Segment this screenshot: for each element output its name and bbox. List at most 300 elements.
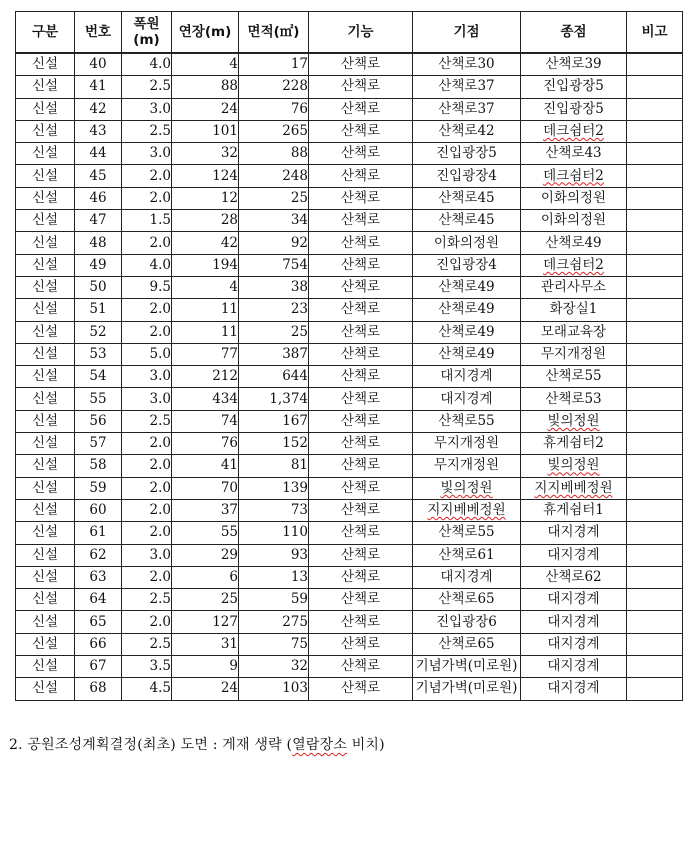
cell-number bbox=[75, 187, 122, 209]
cell-text: 관리사무소 bbox=[540, 279, 607, 296]
footnote-underlined: 열람장소 bbox=[292, 737, 348, 753]
cell-text: 68 bbox=[89, 680, 107, 697]
cell-area bbox=[239, 210, 309, 232]
cell-length bbox=[172, 232, 239, 254]
cell-remarks bbox=[627, 76, 683, 98]
cell-length bbox=[172, 143, 239, 165]
header-end: 종점 bbox=[521, 12, 627, 54]
cell-text: 42 bbox=[89, 100, 107, 117]
cell-length bbox=[172, 388, 239, 410]
table-row bbox=[16, 656, 683, 678]
cell-category bbox=[16, 455, 75, 477]
cell-number bbox=[75, 366, 122, 388]
cell-text: 77 bbox=[220, 346, 238, 362]
cell-text: 대지경계 bbox=[547, 680, 600, 697]
cell-category bbox=[16, 299, 75, 321]
cell-text: 신설 bbox=[31, 78, 59, 95]
cell-text: 4.0 bbox=[149, 256, 171, 273]
cell-width bbox=[122, 455, 172, 477]
cell-remarks bbox=[627, 232, 683, 254]
table-row bbox=[16, 633, 683, 655]
cell-text: 4 bbox=[229, 279, 238, 296]
cell-start bbox=[413, 366, 521, 388]
cell-area bbox=[239, 477, 309, 499]
cell-text: 산책로 bbox=[340, 78, 381, 95]
cell-text: 59 bbox=[89, 479, 107, 496]
cell-text: 75 bbox=[290, 635, 308, 652]
cell-text: 29 bbox=[220, 546, 238, 563]
cell-number bbox=[75, 276, 122, 298]
cell-text: 지지베베정원 bbox=[427, 502, 506, 519]
cell-area bbox=[239, 499, 309, 521]
cell-text: 49 bbox=[89, 256, 107, 273]
cell-text: 산책로 bbox=[340, 635, 381, 652]
cell-text: 신설 bbox=[31, 502, 59, 519]
cell-end bbox=[521, 321, 627, 343]
cell-area bbox=[239, 276, 309, 298]
cell-function bbox=[309, 343, 413, 365]
cell-function bbox=[309, 366, 413, 388]
table-row bbox=[16, 187, 683, 209]
cell-text: 50 bbox=[89, 279, 107, 296]
cell-text: 산책로43 bbox=[545, 145, 602, 162]
cell-text: 4.5 bbox=[149, 680, 171, 697]
cell-width bbox=[122, 410, 172, 432]
cell-end bbox=[521, 522, 627, 544]
cell-number bbox=[75, 254, 122, 276]
cell-length bbox=[172, 410, 239, 432]
table-row bbox=[16, 276, 683, 298]
cell-area bbox=[239, 455, 309, 477]
cell-category bbox=[16, 477, 75, 499]
cell-number bbox=[75, 477, 122, 499]
cell-end bbox=[521, 120, 627, 142]
cell-start bbox=[413, 499, 521, 521]
cell-text: 2.5 bbox=[149, 78, 171, 95]
cell-remarks bbox=[627, 98, 683, 120]
cell-length bbox=[172, 522, 239, 544]
table-row bbox=[16, 566, 683, 588]
cell-text: 62 bbox=[89, 546, 107, 563]
cell-text: 신설 bbox=[31, 390, 59, 407]
cell-text: 167 bbox=[282, 412, 308, 429]
cell-length bbox=[172, 566, 239, 588]
cell-text: 3.5 bbox=[149, 658, 171, 675]
cell-category bbox=[16, 210, 75, 232]
cell-text: 산책로49 bbox=[438, 323, 495, 340]
cell-category bbox=[16, 656, 75, 678]
cell-number bbox=[75, 143, 122, 165]
cell-text: 데크쉼터2 bbox=[543, 167, 604, 184]
cell-start bbox=[413, 566, 521, 588]
cell-remarks bbox=[627, 633, 683, 655]
cell-text: 4.0 bbox=[149, 56, 171, 73]
cell-text: 산책로 bbox=[340, 256, 381, 273]
cell-text: 64 bbox=[89, 591, 107, 608]
cell-function bbox=[309, 254, 413, 276]
cell-length bbox=[172, 656, 239, 678]
cell-number bbox=[75, 388, 122, 410]
cell-category bbox=[16, 254, 75, 276]
cell-text: 진입광장4 bbox=[436, 256, 497, 273]
cell-width bbox=[122, 499, 172, 521]
cell-text: 2.0 bbox=[149, 479, 171, 496]
cell-number bbox=[75, 210, 122, 232]
cell-function bbox=[309, 589, 413, 611]
cell-function bbox=[309, 433, 413, 455]
cell-start bbox=[413, 678, 521, 700]
header-area: 면적(㎡) bbox=[239, 12, 309, 54]
cell-number bbox=[75, 566, 122, 588]
cell-text: 60 bbox=[89, 502, 107, 519]
cell-text: 산책로 bbox=[340, 100, 381, 117]
cell-text: 신설 bbox=[31, 412, 59, 429]
cell-text: 이화의정원 bbox=[433, 234, 500, 251]
cell-area bbox=[239, 633, 309, 655]
cell-text: 212 bbox=[212, 368, 238, 385]
cell-start bbox=[413, 53, 521, 76]
cell-text: 12 bbox=[220, 189, 238, 206]
cell-start bbox=[413, 522, 521, 544]
cell-text: 데크쉼터2 bbox=[543, 256, 604, 273]
cell-area bbox=[239, 254, 309, 276]
cell-text: 대지경계 bbox=[440, 568, 493, 585]
cell-text: 산책로 bbox=[340, 658, 381, 675]
cell-end bbox=[521, 187, 627, 209]
cell-end bbox=[521, 477, 627, 499]
cell-text: 대지경계 bbox=[547, 546, 600, 563]
cell-text: 기념가벽(미로원) bbox=[415, 658, 518, 675]
cell-category bbox=[16, 611, 75, 633]
cell-start bbox=[413, 611, 521, 633]
cell-text: 2.0 bbox=[149, 167, 171, 184]
cell-text: 신설 bbox=[31, 635, 59, 652]
cell-text: 신설 bbox=[31, 435, 59, 452]
cell-category bbox=[16, 143, 75, 165]
cell-number bbox=[75, 544, 122, 566]
cell-text: 34 bbox=[290, 212, 308, 229]
cell-text: 신설 bbox=[31, 546, 59, 563]
cell-text: 51 bbox=[89, 301, 107, 318]
cell-function bbox=[309, 120, 413, 142]
cell-area bbox=[239, 388, 309, 410]
cell-width bbox=[122, 210, 172, 232]
table-row bbox=[16, 410, 683, 432]
cell-text: 55 bbox=[89, 390, 107, 407]
cell-width bbox=[122, 433, 172, 455]
cell-category bbox=[16, 410, 75, 432]
cell-text: 이화의정원 bbox=[540, 212, 607, 229]
cell-length bbox=[172, 76, 239, 98]
cell-width bbox=[122, 343, 172, 365]
cell-number bbox=[75, 611, 122, 633]
cell-length bbox=[172, 53, 239, 76]
cell-start bbox=[413, 388, 521, 410]
cell-text: 산책로49 bbox=[545, 234, 602, 251]
cell-end bbox=[521, 433, 627, 455]
cell-text: 산책로 bbox=[340, 189, 381, 206]
cell-text: 빛의정원 bbox=[547, 457, 600, 474]
cell-text: 23 bbox=[290, 301, 308, 318]
table-row bbox=[16, 589, 683, 611]
header-width-label: 폭원 (m) bbox=[133, 16, 160, 48]
cell-width bbox=[122, 187, 172, 209]
header-number: 번호 bbox=[75, 12, 122, 54]
cell-text: 산책로 bbox=[340, 502, 381, 519]
table-row bbox=[16, 321, 683, 343]
cell-text: 신설 bbox=[31, 457, 59, 474]
cell-end bbox=[521, 254, 627, 276]
cell-text: 139 bbox=[282, 479, 308, 496]
cell-number bbox=[75, 53, 122, 76]
cell-number bbox=[75, 76, 122, 98]
cell-number bbox=[75, 165, 122, 187]
cell-area bbox=[239, 143, 309, 165]
cell-text: 신설 bbox=[31, 591, 59, 608]
cell-text: 산책로 bbox=[340, 346, 381, 362]
cell-text: 산책로 bbox=[340, 368, 381, 385]
cell-text: 81 bbox=[290, 457, 308, 474]
cell-remarks bbox=[627, 366, 683, 388]
table-row bbox=[16, 254, 683, 276]
cell-length bbox=[172, 299, 239, 321]
cell-end bbox=[521, 98, 627, 120]
cell-area bbox=[239, 165, 309, 187]
cell-start bbox=[413, 165, 521, 187]
cell-text: 산책로55 bbox=[438, 412, 495, 429]
cell-text: 434 bbox=[212, 390, 238, 407]
cell-remarks bbox=[627, 544, 683, 566]
cell-remarks bbox=[627, 53, 683, 76]
cell-start bbox=[413, 321, 521, 343]
cell-text: 산책로65 bbox=[438, 635, 495, 652]
cell-category bbox=[16, 388, 75, 410]
cell-end bbox=[521, 633, 627, 655]
cell-remarks bbox=[627, 678, 683, 700]
cell-area bbox=[239, 522, 309, 544]
cell-text: 9.5 bbox=[149, 279, 171, 296]
cell-text: 41 bbox=[89, 78, 107, 95]
cell-remarks bbox=[627, 165, 683, 187]
cell-text: 2.0 bbox=[149, 568, 171, 585]
cell-text: 13 bbox=[290, 568, 308, 585]
cell-text: 산책로 bbox=[340, 390, 381, 407]
cell-text: 3.0 bbox=[149, 546, 171, 563]
cell-function bbox=[309, 611, 413, 633]
cell-start bbox=[413, 343, 521, 365]
table-row bbox=[16, 544, 683, 566]
table-row bbox=[16, 366, 683, 388]
cell-text: 25 bbox=[220, 591, 238, 608]
cell-length bbox=[172, 611, 239, 633]
cell-width bbox=[122, 388, 172, 410]
cell-function bbox=[309, 522, 413, 544]
cell-area bbox=[239, 187, 309, 209]
table-row bbox=[16, 611, 683, 633]
cell-text: 산책로45 bbox=[438, 189, 495, 206]
cell-width bbox=[122, 232, 172, 254]
cell-start bbox=[413, 210, 521, 232]
cell-remarks bbox=[627, 321, 683, 343]
table-row bbox=[16, 165, 683, 187]
cell-text: 44 bbox=[89, 145, 107, 162]
cell-area bbox=[239, 433, 309, 455]
cell-text: 275 bbox=[282, 613, 308, 630]
cell-area bbox=[239, 120, 309, 142]
cell-text: 화장실1 bbox=[549, 301, 598, 318]
cell-text: 대지경계 bbox=[547, 591, 600, 608]
cell-start bbox=[413, 589, 521, 611]
table-row bbox=[16, 343, 683, 365]
table-row bbox=[16, 388, 683, 410]
cell-function bbox=[309, 276, 413, 298]
cell-remarks bbox=[627, 410, 683, 432]
cell-function bbox=[309, 53, 413, 76]
cell-category bbox=[16, 678, 75, 700]
cell-start bbox=[413, 410, 521, 432]
cell-area bbox=[239, 410, 309, 432]
cell-category bbox=[16, 589, 75, 611]
cell-text: 대지경계 bbox=[440, 390, 493, 407]
cell-text: 신설 bbox=[31, 123, 59, 140]
cell-text: 산책로49 bbox=[438, 301, 495, 318]
cell-width bbox=[122, 98, 172, 120]
cell-start bbox=[413, 544, 521, 566]
cell-text: 73 bbox=[290, 502, 308, 519]
cell-text: 신설 bbox=[31, 613, 59, 630]
cell-text: 산책로 bbox=[340, 167, 381, 184]
cell-end bbox=[521, 53, 627, 76]
cell-function bbox=[309, 98, 413, 120]
table-row bbox=[16, 232, 683, 254]
cell-category bbox=[16, 53, 75, 76]
cell-text: 42 bbox=[220, 234, 238, 251]
cell-text: 산책로 bbox=[340, 323, 381, 340]
cell-text: 산책로 bbox=[340, 56, 381, 73]
cell-category bbox=[16, 499, 75, 521]
cell-area bbox=[239, 343, 309, 365]
cell-text: 2.0 bbox=[149, 234, 171, 251]
cell-text: 신설 bbox=[31, 368, 59, 385]
cell-text: 지지베베정원 bbox=[534, 479, 613, 496]
cell-length bbox=[172, 321, 239, 343]
cell-text: 진입광장5 bbox=[543, 100, 604, 117]
cell-end bbox=[521, 589, 627, 611]
cell-category bbox=[16, 633, 75, 655]
cell-category bbox=[16, 98, 75, 120]
cell-text: 3.0 bbox=[149, 390, 171, 407]
cell-text: 산책로 bbox=[340, 680, 381, 697]
table-row bbox=[16, 455, 683, 477]
cell-text: 2.0 bbox=[149, 189, 171, 206]
cell-text: 대지경계 bbox=[547, 524, 600, 541]
cell-text: 58 bbox=[89, 457, 107, 474]
cell-width bbox=[122, 656, 172, 678]
cell-start bbox=[413, 276, 521, 298]
cell-length bbox=[172, 678, 239, 700]
cell-area bbox=[239, 589, 309, 611]
cell-text: 신설 bbox=[31, 568, 59, 585]
cell-function bbox=[309, 232, 413, 254]
cell-length bbox=[172, 187, 239, 209]
table-row bbox=[16, 678, 683, 700]
cell-text: 신설 bbox=[31, 301, 59, 318]
cell-text: 무지개정원 bbox=[540, 346, 607, 362]
cell-text: 74 bbox=[220, 412, 238, 429]
cell-end bbox=[521, 678, 627, 700]
cell-end bbox=[521, 566, 627, 588]
cell-area bbox=[239, 656, 309, 678]
cell-length bbox=[172, 433, 239, 455]
cell-text: 신설 bbox=[31, 189, 59, 206]
cell-remarks bbox=[627, 455, 683, 477]
cell-function bbox=[309, 477, 413, 499]
cell-function bbox=[309, 455, 413, 477]
cell-function bbox=[309, 566, 413, 588]
cell-end bbox=[521, 165, 627, 187]
cell-text: 이화의정원 bbox=[540, 189, 607, 206]
cell-number bbox=[75, 499, 122, 521]
cell-end bbox=[521, 388, 627, 410]
cell-start bbox=[413, 254, 521, 276]
cell-text: 31 bbox=[220, 635, 238, 652]
table-row bbox=[16, 522, 683, 544]
cell-number bbox=[75, 343, 122, 365]
cell-number bbox=[75, 589, 122, 611]
footnote bbox=[9, 734, 385, 754]
cell-text: 진입광장6 bbox=[436, 613, 497, 630]
cell-start bbox=[413, 477, 521, 499]
cell-text: 진입광장5 bbox=[543, 78, 604, 95]
cell-number bbox=[75, 410, 122, 432]
cell-function bbox=[309, 410, 413, 432]
cell-category bbox=[16, 544, 75, 566]
cell-function bbox=[309, 165, 413, 187]
cell-width bbox=[122, 321, 172, 343]
cell-remarks bbox=[627, 143, 683, 165]
cell-function bbox=[309, 187, 413, 209]
cell-text: 신설 bbox=[31, 56, 59, 73]
cell-start bbox=[413, 98, 521, 120]
cell-length bbox=[172, 98, 239, 120]
cell-start bbox=[413, 187, 521, 209]
cell-text: 산책로37 bbox=[438, 100, 495, 117]
header-function: 기능 bbox=[309, 12, 413, 54]
cell-text: 48 bbox=[89, 234, 107, 251]
cell-text: 152 bbox=[282, 435, 308, 452]
cell-category bbox=[16, 120, 75, 142]
cell-remarks bbox=[627, 522, 683, 544]
cell-text: 28 bbox=[220, 212, 238, 229]
cell-function bbox=[309, 388, 413, 410]
cell-function bbox=[309, 210, 413, 232]
cell-remarks bbox=[627, 611, 683, 633]
table-row bbox=[16, 499, 683, 521]
cell-text: 53 bbox=[89, 346, 107, 362]
cell-category bbox=[16, 566, 75, 588]
cell-text: 산책로 bbox=[340, 457, 381, 474]
cell-length bbox=[172, 343, 239, 365]
cell-text: 신설 bbox=[31, 346, 59, 362]
cell-text: 59 bbox=[290, 591, 308, 608]
cell-width bbox=[122, 589, 172, 611]
cell-length bbox=[172, 366, 239, 388]
cell-text: 신설 bbox=[31, 524, 59, 541]
cell-text: 88 bbox=[220, 78, 238, 95]
cell-text: 93 bbox=[290, 546, 308, 563]
cell-text: 3.0 bbox=[149, 368, 171, 385]
cell-text: 2.0 bbox=[149, 524, 171, 541]
